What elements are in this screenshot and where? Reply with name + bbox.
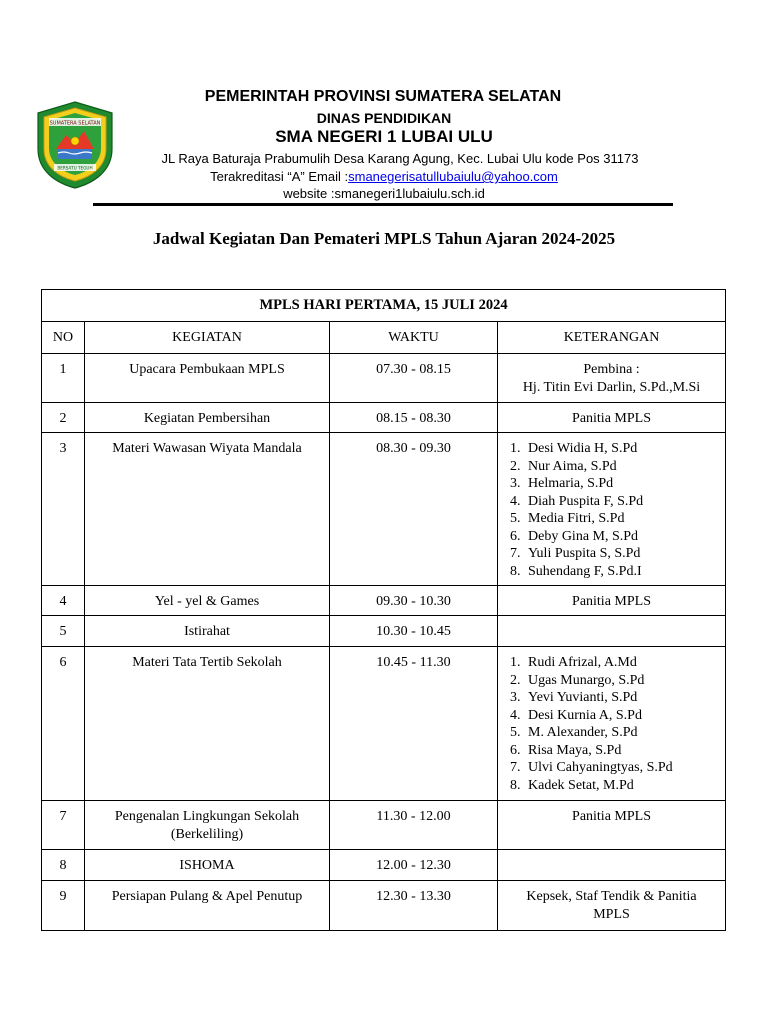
presenter-name: 5. M. Alexander, S.Pd (524, 724, 725, 742)
day-header: MPLS HARI PERTAMA, 15 JULI 2024 (42, 290, 726, 322)
website-line: website :smanegeri1lubaiulu.sch.id (283, 186, 485, 201)
row-keterangan: Panitia MPLS (572, 809, 651, 824)
presenter-name: 6. Risa Maya, S.Pd (524, 742, 725, 760)
row-no: 5 (59, 624, 67, 639)
column-header-keterangan: KETERANGAN (498, 322, 726, 354)
presenter-list (498, 440, 725, 580)
row-no: 6 (59, 655, 67, 670)
row-waktu: 12.00 - 12.30 (376, 858, 451, 873)
presenter-name: 7. Ulvi Cahyaningtyas, S.Pd (524, 759, 725, 777)
document-title: Jadwal Kegiatan Dan Pemateri MPLS Tahun Ajaran 2024-2025 (152, 229, 616, 248)
row-kegiatan: Upacara Pembukaan MPLS (129, 362, 285, 377)
keterangan-line: Hj. Titin Evi Darlin, S.Pd.,M.Si (522, 379, 701, 395)
row-keterangan (498, 433, 725, 580)
presenter-name: 2. Ugas Munargo, S.Pd (524, 672, 725, 690)
logo-bottom-text: BERSATU TEGUH (57, 165, 93, 171)
row-kegiatan: Kegiatan Pembersihan (143, 411, 271, 426)
column-header-kegiatan: KEGIATAN (85, 322, 330, 354)
column-header-waktu: WAKTU (330, 322, 498, 354)
presenter-name: 8. Kadek Setat, M.Pd (524, 777, 725, 795)
row-waktu: 12.30 - 13.30 (376, 889, 451, 904)
kegiatan-line: Pengenalan Lingkungan Sekolah (114, 809, 300, 824)
row-waktu: 09.30 - 10.30 (376, 594, 451, 609)
row-keterangan: Panitia MPLS (572, 411, 651, 426)
table-row (42, 881, 726, 931)
presenter-name: 3. Yevi Yuvianti, S.Pd (524, 689, 725, 707)
row-kegiatan: Istirahat (184, 624, 230, 639)
row-waktu: 11.30 - 12.00 (376, 809, 451, 824)
school-address: JL Raya Baturaja Prabumulih Desa Karang Agung, Kec. Lubai Ulu kode Pos 31173 (161, 151, 639, 166)
logo-top-text: SUMATERA SELATAN (49, 120, 101, 127)
row-keterangan (498, 850, 725, 857)
row-kegiatan (85, 801, 329, 843)
row-waktu: 10.30 - 10.45 (376, 624, 451, 639)
row-waktu: 10.45 - 11.30 (376, 655, 451, 670)
row-no: 8 (59, 858, 67, 873)
presenter-name: 4. Desi Kurnia A, S.Pd (524, 707, 725, 725)
table-row (42, 616, 726, 647)
table-row (42, 850, 726, 881)
row-no: 9 (59, 889, 67, 904)
table-row (42, 354, 726, 403)
keterangan-line: Kepsek, Staf Tendik & Panitia (526, 889, 697, 904)
school-name-heading: SMA NEGERI 1 LUBAI ULU (275, 127, 493, 146)
presenter-list (498, 654, 725, 794)
row-waktu: 08.15 - 08.30 (376, 411, 451, 426)
row-keterangan (498, 616, 725, 623)
row-waktu: 08.30 - 09.30 (376, 441, 451, 456)
presenter-name: 5. Media Fitri, S.Pd (524, 510, 725, 528)
table-row (42, 433, 726, 586)
row-no: 7 (59, 809, 67, 824)
row-keterangan (498, 881, 725, 923)
keterangan-line: Pembina : (583, 362, 640, 377)
column-header-no: NO (42, 322, 85, 354)
row-no: 1 (59, 362, 67, 377)
kegiatan-line: (Berkeliling) (170, 826, 244, 842)
letterhead-divider (93, 203, 673, 206)
table-row (42, 403, 726, 433)
presenter-name: 7. Yuli Puspita S, S.Pd (524, 545, 725, 563)
row-no: 2 (59, 411, 67, 426)
row-no: 4 (59, 594, 67, 609)
row-keterangan (498, 647, 725, 794)
presenter-name: 6. Deby Gina M, S.Pd (524, 528, 725, 546)
table-row (42, 647, 726, 801)
presenter-name: 1. Rudi Afrizal, A.Md (524, 654, 725, 672)
presenter-name: 4. Diah Puspita F, S.Pd (524, 493, 725, 511)
presenter-name: 8. Suhendang F, S.Pd.I (524, 563, 725, 581)
table-row (42, 801, 726, 850)
row-kegiatan: Persiapan Pulang & Apel Penutup (111, 889, 303, 904)
row-kegiatan: Materi Wawasan Wiyata Mandala (112, 441, 302, 456)
accreditation-email-line (0, 169, 768, 184)
department-heading: DINAS PENDIDIKAN (316, 110, 452, 126)
table-row (42, 586, 726, 616)
schedule-table (41, 289, 726, 931)
row-kegiatan: Materi Tata Tertib Sekolah (132, 655, 282, 670)
presenter-name: 3. Helmaria, S.Pd (524, 475, 725, 493)
row-keterangan: Panitia MPLS (572, 594, 651, 609)
government-heading: PEMERINTAH PROVINSI SUMATERA SELATAN (204, 88, 562, 105)
presenter-name: 1. Desi Widia H, S.Pd (524, 440, 725, 458)
presenter-name: 2. Nur Aima, S.Pd (524, 458, 725, 476)
email-link[interactable]: smanegerisatullubaiulu@yahoo.com (348, 169, 558, 184)
row-no: 3 (59, 441, 67, 456)
row-kegiatan: ISHOMA (179, 858, 235, 873)
keterangan-line: MPLS (593, 906, 630, 922)
email-prefix: Terakreditasi “A” Email : (210, 169, 349, 184)
row-keterangan (498, 354, 725, 396)
row-waktu: 07.30 - 08.15 (376, 362, 451, 377)
row-kegiatan: Yel - yel & Games (154, 594, 260, 609)
